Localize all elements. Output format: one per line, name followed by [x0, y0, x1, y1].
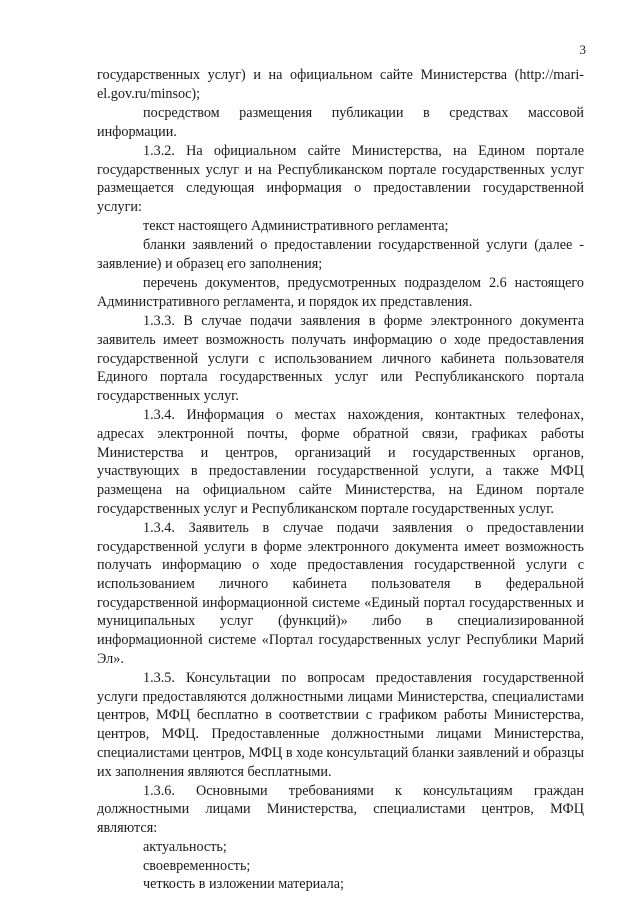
paragraph: 1.3.4. Информация о местах нахождения, контактных телефонах, адресах электронной почты, форме обратной связи, графиках работы Министерства и центров, организаций и государственных органов, участвующих в предоставлении государственной услуги, а также МФЦ размещена на официальном сайте Министерства, на Едином портале государственных услуг и Республиканском портале государственных услуг. [97, 407, 584, 517]
document-body [97, 66, 584, 894]
paragraph: 1.3.5. Консультации по вопросам предоставления государственной услуги предоставляются должностными лицами Министерства, специалистами центров, МФЦ бесплатно в соответствии с графиком работы Министерства, центров, МФЦ. Предоставленные должностными лицами Министерства, специалистами центров, МФЦ в ходе консультаций бланки заявлений и образцы их заполнения являются бесплатными. [97, 670, 584, 780]
paragraph: бланки заявлений о предоставлении государственной услуги (далее - заявление) и образец его заполнения; [97, 237, 584, 273]
paragraph: 1.3.2. На официальном сайте Министерства, на Едином портале государственных услуг и на Республиканском портале государственных услуг размещается следующая информация о предоставлении государственной услуги: [97, 142, 584, 215]
list-item: своевременность; [143, 857, 251, 874]
paragraph: текст настоящего Административного регламента; [143, 218, 449, 235]
paragraph: государственных услуг) и на официальном сайте Министерства (http://mari-el.gov.ru/minsoc); [97, 67, 584, 102]
page-number: 3 [579, 42, 586, 57]
paragraph: 1.3.3. В случае подачи заявления в форме электронного документа заявитель имеет возможность получать информацию о ходе предоставления государственной услуги с использованием личного кабинета пользователя Единого портала государственных услуг или Республиканского портала государственных услуг. [97, 313, 584, 404]
paragraph: перечень документов, предусмотренных подразделом 2.6 настоящего Административного регламента, и порядок их представления. [97, 275, 584, 310]
paragraph: 1.3.4. Заявитель в случае подачи заявления о предоставлении государственной услуги в форме электронного документа имеет возможность получать информацию о ходе предоставления государственной услуги с использованием личного кабинета пользователя в федеральной государственной информационной системе «Единый портал государственных и муниципальных услуг (функций)» либо в специализированной информационной системе «Портал государственных услуг Республики Марий Эл». [97, 519, 584, 667]
list-item: четкость в изложении материала; [143, 876, 345, 893]
paragraph: посредством размещения публикации в средствах массовой информации. [97, 104, 584, 140]
list-item: актуальность; [143, 838, 227, 855]
paragraph: 1.3.6. Основными требованиями к консультациям граждан должностными лицами Министерства, специалистами центров, МФЦ являются: [97, 782, 584, 837]
